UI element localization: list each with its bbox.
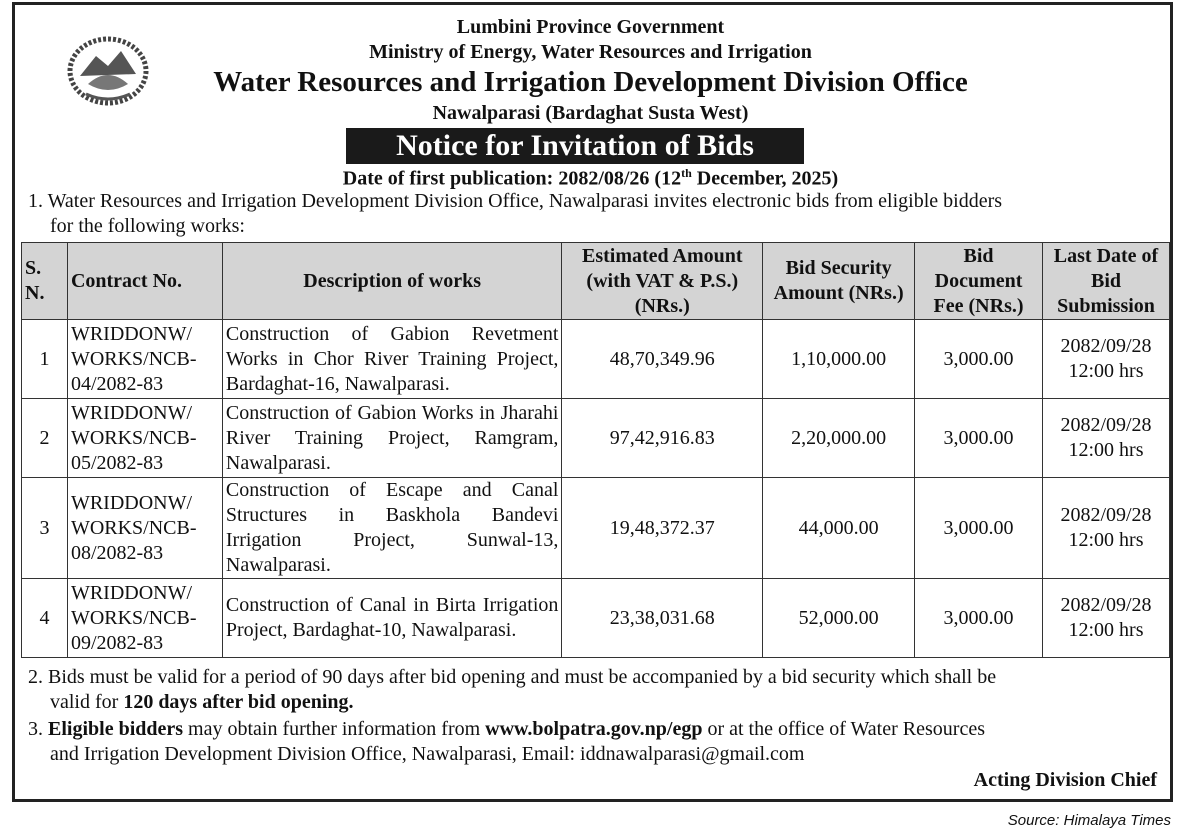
source-credit: Source: Himalaya Times [1007, 812, 1171, 829]
table-row [22, 320, 1170, 399]
last-time: 12:00 hrs [1068, 619, 1144, 641]
cell-fee: 3,000.00 [915, 320, 1043, 399]
cell-security: 2,20,000.00 [763, 399, 915, 478]
header-fee: Bid Document Fee (NRs.) [915, 243, 1043, 320]
cell-amount: 19,48,372.37 [562, 478, 763, 579]
p3-text2: or at the office of Water Resources [702, 718, 985, 740]
cell-sn: 1 [22, 320, 68, 399]
cell-description: Construction of Canal in Birta Irrigation Project, Bardaghat-10, Nawalparasi. [222, 579, 562, 658]
cell-amount: 23,38,031.68 [562, 579, 763, 658]
last-date: 2082/09/28 [1060, 335, 1152, 357]
table-header-row [22, 243, 1170, 320]
cell-sn: 3 [22, 478, 68, 579]
paragraph-1-line-1: 1. Water Resources and Irrigation Development Division Office, Nawalparasi invites electronic bids from eligible bidders [28, 190, 1003, 212]
last-date: 2082/09/28 [1060, 504, 1152, 526]
last-time: 12:00 hrs [1068, 360, 1144, 382]
cell-amount: 97,42,916.83 [562, 399, 763, 478]
last-time: 12:00 hrs [1068, 529, 1144, 551]
notice-title: Notice for Invitation of Bids [346, 128, 804, 164]
header-amount: Estimated Amount (with VAT & P.S.) (NRs.) [562, 243, 763, 320]
paragraph-3-line-1 [28, 717, 1158, 742]
cell-security: 1,10,000.00 [763, 320, 915, 399]
cell-contract: WRIDDONW/ WORKS/NCB-08/2082-83 [67, 478, 222, 579]
table-row [22, 399, 1170, 478]
cell-last-date [1043, 320, 1170, 399]
cell-fee: 3,000.00 [915, 399, 1043, 478]
cell-description: Construction of Gabion Revetment Works in Chor River Training Project, Bardaghat-16, Nawalparasi. [222, 320, 562, 399]
cell-last-date [1043, 478, 1170, 579]
cell-security: 44,000.00 [763, 478, 915, 579]
paragraph-3-line-2: and Irrigation Development Division Office, Nawalparasi, Email: iddnawalparasi@gmail.com [50, 743, 805, 765]
table-row [22, 579, 1170, 658]
office-name: Water Resources and Irrigation Development Division Office [213, 66, 968, 98]
date-suffix: December, 2025) [691, 167, 839, 190]
cell-contract: WRIDDONW/ WORKS/NCB-09/2082-83 [67, 579, 222, 658]
publication-date [0, 166, 1181, 191]
header-security: Bid Security Amount (NRs.) [763, 243, 915, 320]
cell-amount: 48,70,349.96 [562, 320, 763, 399]
p2-bold: 120 days after bid opening. [123, 691, 354, 713]
paragraph-2 [28, 665, 1158, 715]
cell-contract: WRIDDONW/ WORKS/NCB-05/2082-83 [67, 399, 222, 478]
paragraph-3 [28, 717, 1158, 767]
header-last-date: Last Date of Bid Submission [1043, 243, 1170, 320]
paragraph-1 [28, 189, 1158, 239]
cell-fee: 3,000.00 [915, 478, 1043, 579]
cell-last-date [1043, 399, 1170, 478]
office-location: Nawalparasi (Bardaghat Susta West) [432, 102, 749, 124]
cell-security: 52,000.00 [763, 579, 915, 658]
bids-table [21, 242, 1170, 658]
cell-sn: 4 [22, 579, 68, 658]
cell-sn: 2 [22, 399, 68, 478]
bolpatra-link[interactable]: www.bolpatra.gov.np/egp [485, 718, 703, 740]
last-date: 2082/09/28 [1060, 414, 1152, 436]
date-prefix: Date of first publication: 2082/08/26 (12 [342, 167, 682, 190]
date-sup: th [681, 166, 692, 180]
paragraph-2-line-1: 2. Bids must be valid for a period of 90 days after bid opening and must be accompanied by a bid security which shall be [28, 666, 997, 688]
paragraph-2-line-2 [28, 690, 1158, 715]
header-contract: Contract No. [67, 243, 222, 320]
signature: Acting Division Chief [973, 769, 1157, 791]
table-row [22, 478, 1170, 579]
last-time: 12:00 hrs [1068, 439, 1144, 461]
paragraph-1-line-2: for the following works: [50, 215, 245, 237]
cell-description: Construction of Escape and Canal Structures in Baskhola Bandevi Irrigation Project, Sunwal-13, Nawalparasi. [222, 478, 562, 579]
province-name: Lumbini Province Government [456, 16, 725, 38]
ministry-name: Ministry of Energy, Water Resources and Irrigation [369, 41, 812, 63]
header-description: Description of works [222, 243, 562, 320]
p3-text1: may obtain further information from [183, 718, 486, 740]
cell-last-date [1043, 579, 1170, 658]
header-sn: S. N. [22, 243, 68, 320]
cell-contract: WRIDDONW/ WORKS/NCB-04/2082-83 [67, 320, 222, 399]
p2-prefix: valid for [50, 691, 124, 713]
p3-num: 3. [28, 718, 48, 740]
cell-fee: 3,000.00 [915, 579, 1043, 658]
cell-description: Construction of Gabion Works in Jharahi River Training Project, Ramgram, Nawalparasi. [222, 399, 562, 478]
p3-bold1: Eligible bidders [48, 718, 184, 740]
last-date: 2082/09/28 [1060, 594, 1152, 616]
